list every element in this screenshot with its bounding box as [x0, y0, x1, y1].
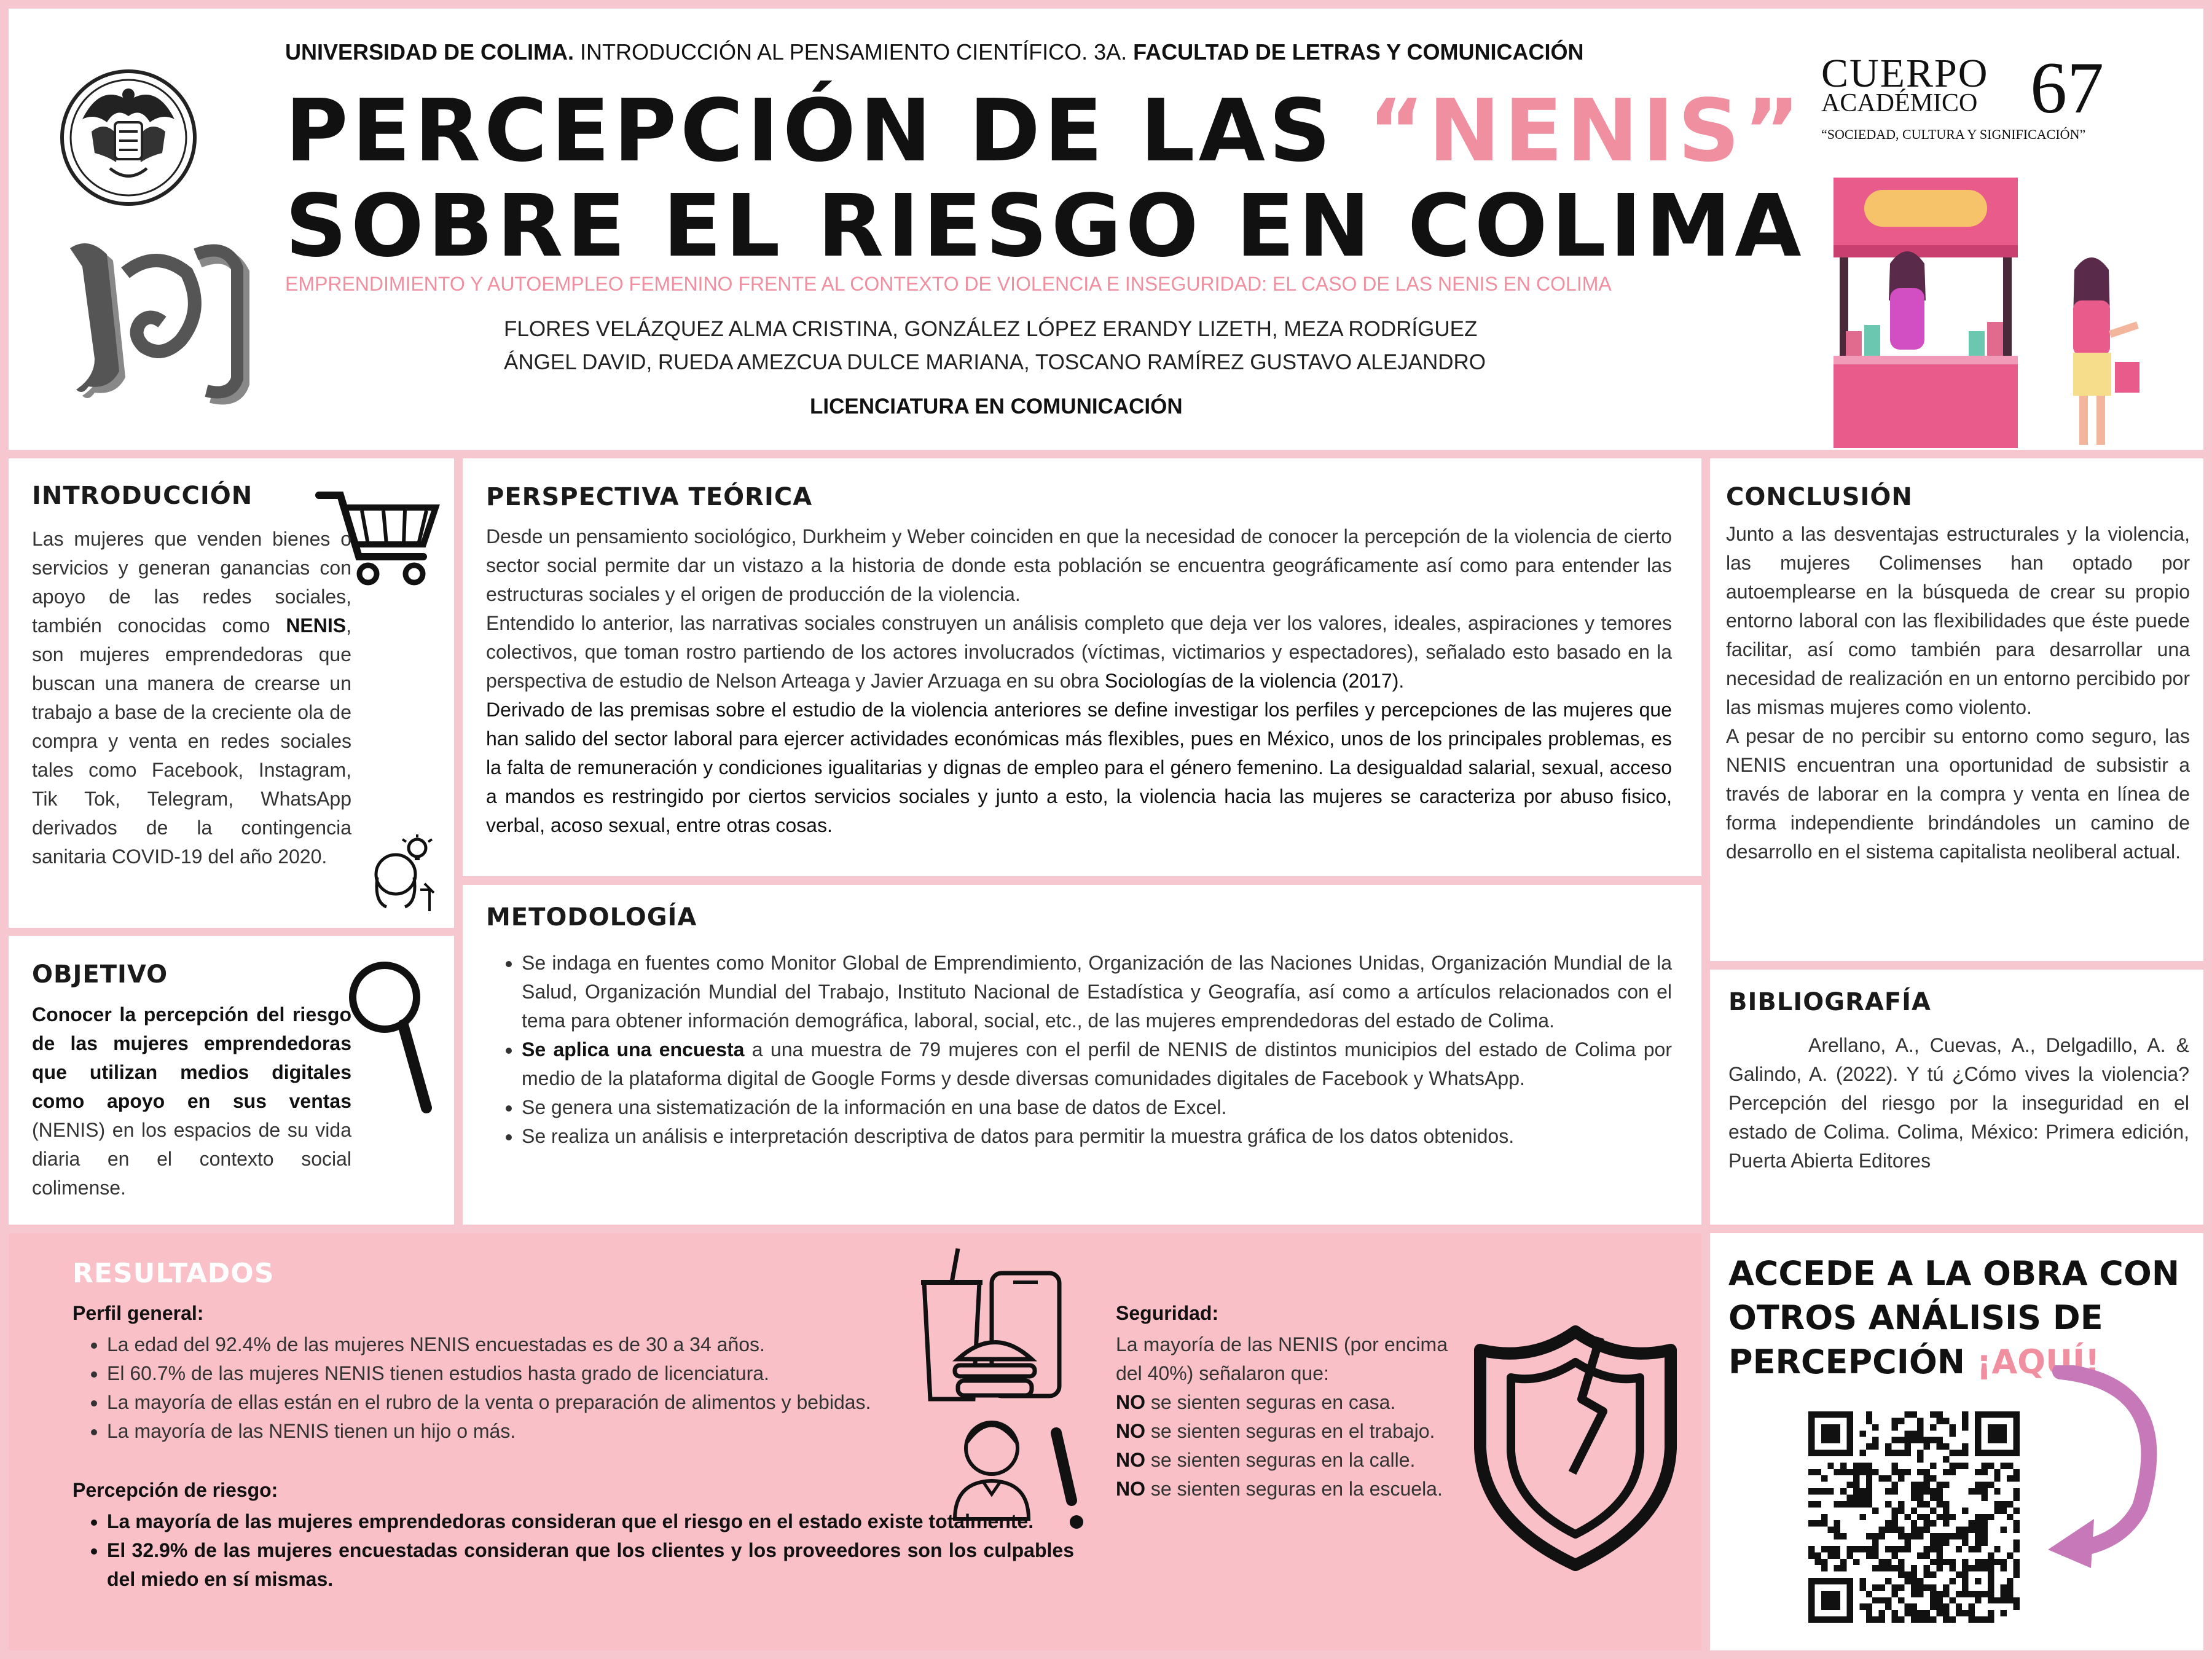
aqui-link[interactable]: ¡AQUÍ!	[1976, 1343, 2100, 1381]
conclusion-panel	[1710, 458, 2203, 961]
seguridad-text	[1116, 1330, 1448, 1504]
cuerpo-line1: CUERPO	[1821, 51, 1989, 96]
cuerpo-academico-logo	[1821, 47, 2128, 149]
qr-code[interactable]	[1808, 1411, 2020, 1623]
no-label: NO	[1116, 1449, 1145, 1471]
metodologia-panel	[463, 885, 1701, 1225]
seguridad-item	[1116, 1475, 1448, 1504]
seguridad-item-text: se sienten seguras en casa.	[1145, 1391, 1396, 1413]
objetivo-text-after: (NENIS) en los espacios de su vida diaria en el contexto social colimense.	[32, 1119, 351, 1199]
teorica-book-title: Sociologías de la violencia (2017).	[1104, 670, 1405, 692]
page-subtitle: EMPRENDIMIENTO Y AUTOEMPLEO FEMENINO FRENTE AL CONTEXTO DE VIOLENCIA E INSEGURIDAD: EL CASO DE LAS NENIS EN COLIMA	[285, 273, 1612, 295]
conclusion-heading: CONCLUSIÓN	[1726, 483, 1913, 511]
acceso-line3: PERCEPCIÓN ¡AQUÍ!	[1728, 1343, 2100, 1381]
magnifying-glass-icon	[347, 954, 439, 1114]
conclusion-p2: A pesar de no percibir su entorno como seguro, las NENIS encuentran una oportunidad de subsistir a través de laborar en la compra y venta en línea de forma independiente brindándoles un camino de desarrollo en el sistema capitalista neoliberal actual.	[1726, 725, 2190, 863]
woman-idea-icon	[362, 834, 442, 914]
seguridad-item-text: se sienten seguras en la calle.	[1145, 1449, 1416, 1471]
teorica-p1: Desde un pensamiento sociológico, Durkheim y Weber coinciden en que la necesidad de conocer la percepción de la violencia de cierto sector social permite dar un vistazo a la historia de donde esta población se encuentra geográficamente así como para entender las estructuras sociales y el origen de producción de la violencia.	[486, 525, 1672, 605]
header-panel	[9, 9, 2203, 450]
teorica-p2a: Entendido lo anterior, las narrativas sociales construyen un análisis completo que deja ver los valores, ideales, aspiraciones y temores colectivos, que toman rostro partiendo de los actores involucrados (víctimas, victimarios y espectadores), señalado esto basado en la perspectiva de estudio de Nelson Arteaga y Javier Arzuaga en su obra	[486, 612, 1672, 692]
no-label: NO	[1116, 1420, 1145, 1442]
title-part1: PERCEPCIÓN DE LAS	[285, 81, 1368, 181]
intro-text	[32, 525, 351, 871]
metodologia-heading: METODOLOGÍA	[486, 903, 697, 931]
bibliografia-heading: BIBLIOGRAFÍA	[1728, 988, 1931, 1016]
seguridad-item	[1116, 1417, 1448, 1446]
perfil-item: • La mayoría de las NENIS tienen un hijo o más.	[107, 1417, 963, 1446]
teorica-panel	[463, 458, 1701, 876]
food-delivery-icon	[912, 1245, 1084, 1405]
woman-alert-icon	[949, 1408, 1115, 1537]
seguridad-item-text: se sienten seguras en el trabajo.	[1145, 1420, 1435, 1442]
faculty-logo-icon	[58, 236, 261, 420]
acceso-panel	[1710, 1233, 2203, 1650]
market-stall-illustration	[1821, 178, 2165, 448]
cuerpo-motto: “SOCIEDAD, CULTURA Y SIGNIFICACIÓN”	[1821, 127, 2086, 142]
perfil-item: • La mayoría de ellas están en el rubro de la venta o preparación de alimentos y bebidas.	[107, 1388, 963, 1417]
metodologia-item-4: • Se realiza un análisis e interpretación descriptiva de datos para permitir la muestra gráfica de los datos obtenidos.	[522, 1122, 1672, 1151]
riesgo-item: • El 32.9% de las mujeres encuestadas consideran que los clientes y los proveedores son los culpables del miedo en sí mismas.	[107, 1536, 1074, 1594]
intro-nenis-bold: NENIS	[286, 614, 347, 637]
objetivo-text-bold: Conocer la percepción del riesgo de las mujeres emprendedoras que utilizan medios digitales como apoyo en sus ventas	[32, 1003, 351, 1112]
seguridad-item	[1116, 1388, 1448, 1417]
seguridad-item	[1116, 1446, 1448, 1475]
metodologia-item-2	[522, 1035, 1672, 1093]
intro-text-before: Las mujeres que venden bienes o servicios y generan ganancias con apoyo de las redes sociales, también conocidas como	[32, 528, 351, 637]
intro-text-after: , son mujeres emprendedoras que buscan una manera de crearse un trabajo a base de la creciente ola de compra y venta en redes sociales tales como Facebook, Instagram, Tik Tok, Telegram, WhatsApp derivados de la contingencia sanitaria COVID-19 del año 2020.	[32, 614, 351, 868]
conclusion-p1: Junto a las desventajas estructurales y la violencia, las mujeres Colimenses han optado por autoemplearse en la búsqueda de crear su propio entorno laboral con las flexibilidades que éste puede facilitar, así como también para desarrollar una necesidad de realización en un entorno percibido por las mismas mujeres como violento.	[1726, 523, 2190, 718]
page-title-line1	[285, 81, 1804, 181]
resultados-panel	[9, 1233, 1701, 1650]
teorica-heading: PERSPECTIVA TEÓRICA	[486, 483, 813, 511]
metodologia-list	[486, 949, 1672, 1151]
riesgo-heading: Percepción de riesgo:	[73, 1479, 278, 1501]
authors-line2: ÁNGEL DAVID, RUEDA AMEZCUA DULCE MARIANA, TOSCANO RAMÍREZ GUSTAVO ALEJANDRO	[504, 350, 1486, 374]
broken-shield-icon	[1471, 1325, 1680, 1571]
seguridad-heading: Seguridad:	[1116, 1302, 1219, 1324]
objetivo-text	[32, 1000, 351, 1202]
bibliografia-panel	[1710, 970, 2203, 1225]
course-name: INTRODUCCIÓN AL PENSAMIENTO CIENTÍFICO. 3A.	[574, 39, 1134, 65]
objetivo-panel	[9, 936, 454, 1225]
conclusion-text	[1726, 520, 2190, 866]
no-label: NO	[1116, 1478, 1145, 1500]
no-label: NO	[1116, 1391, 1145, 1413]
resultados-heading: RESULTADOS	[73, 1258, 275, 1289]
riesgo-item: • La mayoría de las mujeres emprendedoras consideran que el riesgo en el estado existe totalmente.	[107, 1507, 1074, 1536]
university-seal-icon	[58, 45, 199, 230]
page-title-line2: SOBRE EL RIESGO EN COLIMA	[285, 176, 1805, 276]
bibliografia-text: Arellano, A., Cuevas, A., Delgadillo, A. & Galindo, A. (2022). Y tú ¿Cómo vives la violencia? Percepción del riesgo por la inseguridad en el estado de Colima. Colima, México: Primera edición, Puerta Abierta Editores	[1728, 1034, 2189, 1172]
metodologia-item-2-rest: a una muestra de 79 mujeres con el perfil de NENIS de distintos municipios del estado de Colima por medio de la plataforma digital de Google Forms y desde diversas comunidades digitales de Facebook y WhatsApp.	[522, 1038, 1673, 1089]
university-name: UNIVERSIDAD DE COLIMA.	[285, 39, 575, 65]
acceso-heading	[1728, 1252, 2179, 1384]
seguridad-intro: La mayoría de las NENIS (por encima del 40%) señalaron que:	[1116, 1333, 1448, 1384]
title-highlight-nenis: “NENIS”	[1368, 81, 1804, 181]
degree-label: LICENCIATURA EN COMUNICACIÓN	[810, 394, 1183, 418]
teorica-p3: Derivado de las premisas sobre el estudio de la violencia anteriores se define investigar los perfiles y percepciones de las mujeres que han salido del sector laboral para ejercer actividades económicas más flexibles, pues en México, unos de los principales problemas, es la falta de remuneración y condiciones igualitarias y dignas de empleo para el género femenino. La desigualdad salarial, sexual, acceso a mandos es restringido por ciertos servicios sociales y junto a esto, la violencia hacia las mujeres se caracteriza por abuso fisico, verbal, acoso sexual, entre otras cosas.	[486, 699, 1672, 836]
header-institution-line	[285, 39, 1584, 65]
seguridad-item-text: se sienten seguras en la escuela.	[1145, 1478, 1443, 1500]
teorica-text	[486, 522, 1672, 840]
teorica-p2	[486, 609, 1672, 696]
perfil-item: • La edad del 92.4% de las mujeres NENIS encuestadas es de 30 a 34 años.	[107, 1330, 963, 1359]
intro-panel	[9, 458, 454, 928]
acceso-line1: ACCEDE A LA OBRA CON	[1728, 1254, 2180, 1293]
faculty-name: FACULTAD DE LETRAS Y COMUNICACIÓN	[1133, 39, 1584, 65]
metodologia-item-1: • Se indaga en fuentes como Monitor Global de Emprendimiento, Organización de las Naciones Unidas, Organización Mundial de la Salud, Organización Mundial del Trabajo, Instituto Nacional de Estadística y Geografía, así como a artículos relacionados con el tema para obtener información demográfica, laboral, social, etc., de las mujeres emprendedoras del estado de Colima.	[522, 949, 1672, 1035]
cuerpo-number: 67	[2030, 47, 2104, 128]
perfil-heading: Perfil general:	[73, 1302, 204, 1324]
metodologia-item-3: • Se genera una sistematización de la información en una base de datos de Excel.	[522, 1093, 1672, 1122]
objetivo-heading: OBJETIVO	[32, 960, 168, 989]
perfil-item: • El 60.7% de las mujeres NENIS tienen estudios hasta grado de licenciatura.	[107, 1359, 963, 1388]
acceso-line2: OTROS ANÁLISIS DE	[1728, 1298, 2103, 1337]
authors-line1: FLORES VELÁZQUEZ ALMA CRISTINA, GONZÁLEZ LÓPEZ ERANDY LIZETH, MEZA RODRÍGUEZ	[504, 317, 1478, 341]
cuerpo-line2: ACADÉMICO	[1821, 89, 1978, 117]
intro-heading: INTRODUCCIÓN	[32, 482, 253, 510]
riesgo-list	[73, 1507, 1074, 1594]
curved-arrow-icon	[2036, 1365, 2189, 1574]
perfil-list	[73, 1330, 963, 1446]
metodologia-item-2-bold: Se aplica una encuesta	[522, 1038, 745, 1061]
